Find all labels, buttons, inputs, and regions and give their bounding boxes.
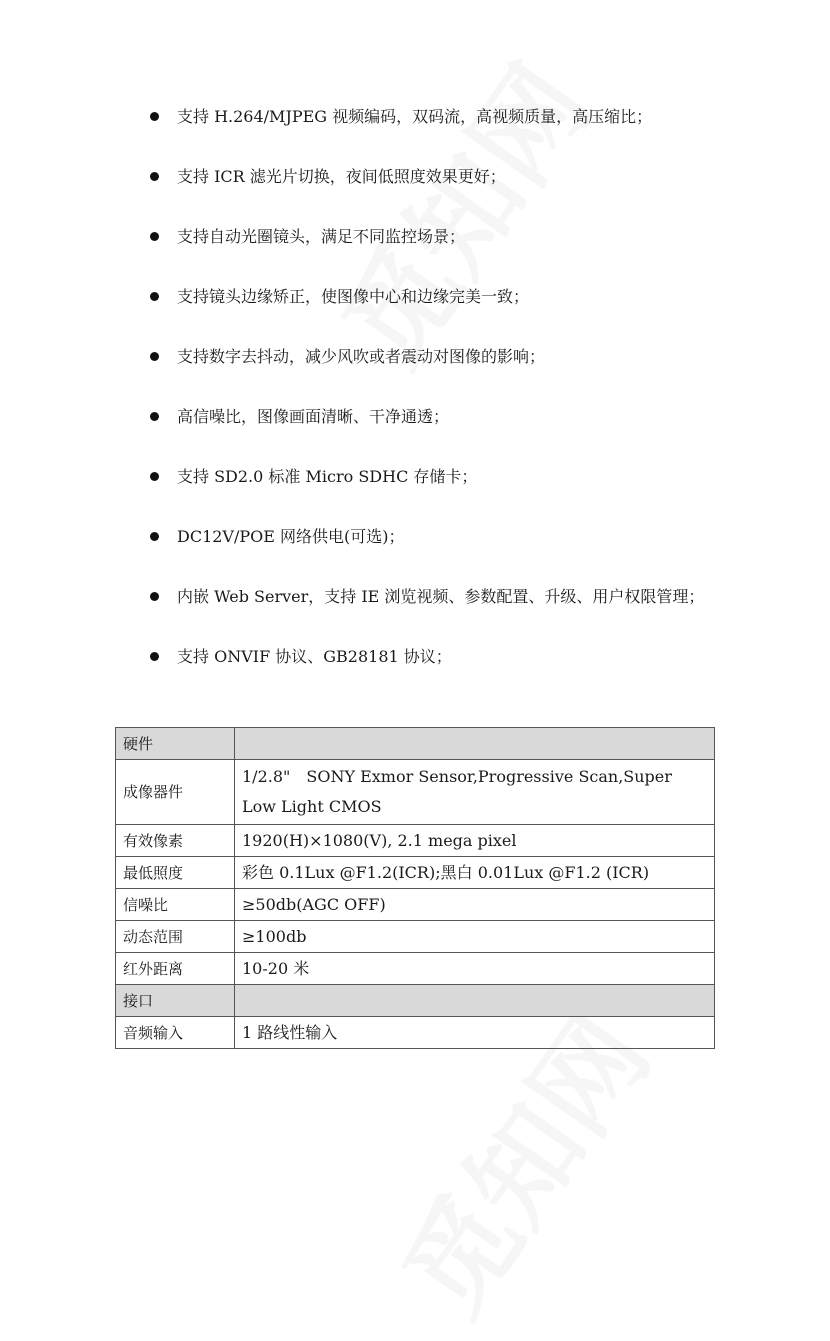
- spec-value: 1 路线性输入: [235, 1017, 715, 1049]
- bullet-icon: [150, 292, 159, 301]
- list-item: [150, 580, 790, 640]
- bullet-icon: [150, 592, 159, 601]
- spec-value: 1/2.8" SONY Exmor Sensor,Progressive Scan,Super Low Light CMOS: [235, 760, 715, 825]
- list-item: [150, 160, 790, 220]
- spec-label: 有效像素: [116, 825, 235, 857]
- feature-text: 支持镜头边缘矫正，使图像中心和边缘完美一致；: [177, 287, 530, 306]
- list-item: [150, 460, 790, 520]
- bullet-icon: [150, 352, 159, 361]
- bullet-icon: [150, 412, 159, 421]
- feature-text: 支持自动光圈镜头，满足不同监控场景；: [177, 227, 466, 246]
- bullet-icon: [150, 532, 159, 541]
- table-row: [116, 953, 715, 985]
- section-header-filler: [235, 985, 715, 1017]
- list-item: [150, 280, 790, 340]
- list-item: [150, 400, 790, 460]
- list-item: [150, 640, 790, 700]
- spec-label: 红外距离: [116, 953, 235, 985]
- list-item: [150, 100, 790, 160]
- list-item: [150, 220, 790, 280]
- feature-text: 支持数字去抖动，减少风吹或者震动对图像的影响；: [177, 347, 546, 366]
- spec-value: 彩色 0.1Lux @F1.2(ICR);黑白 0.01Lux @F1.2 (ICR): [235, 857, 715, 889]
- feature-text: 支持 ONVIF 协议、GB28181 协议；: [177, 647, 452, 666]
- table-row: [116, 760, 715, 825]
- list-item: [150, 520, 790, 580]
- spec-label: 成像器件: [116, 760, 235, 825]
- bullet-icon: [150, 232, 159, 241]
- spec-label: 信噪比: [116, 889, 235, 921]
- feature-list: [150, 100, 790, 700]
- feature-text: 高信噪比，图像画面清晰、干净通透；: [177, 407, 450, 426]
- bullet-icon: [150, 172, 159, 181]
- spec-label: 动态范围: [116, 921, 235, 953]
- spec-label: 最低照度: [116, 857, 235, 889]
- table-row: [116, 889, 715, 921]
- feature-text: 内嵌 Web Server，支持 IE 浏览视频、参数配置、升级、用户权限管理；: [177, 587, 705, 606]
- bullet-icon: [150, 112, 159, 121]
- table-row: [116, 825, 715, 857]
- spec-value: 10-20 米: [235, 953, 715, 985]
- feature-text: 支持 ICR 滤光片切换，夜间低照度效果更好；: [177, 167, 506, 186]
- feature-text: 支持 SD2.0 标准 Micro SDHC 存储卡；: [177, 467, 478, 486]
- list-item: [150, 340, 790, 400]
- section-header: 接口: [116, 985, 235, 1017]
- spec-label: 音频输入: [116, 1017, 235, 1049]
- table-row: [116, 1017, 715, 1049]
- table-row: [116, 921, 715, 953]
- section-header-filler: [235, 728, 715, 760]
- spec-value: 1920(H)×1080(V), 2.1 mega pixel: [235, 825, 715, 857]
- spec-value: ≥100db: [235, 921, 715, 953]
- table-section-interface: [116, 985, 715, 1017]
- spec-value: ≥50db(AGC OFF): [235, 889, 715, 921]
- table-row: [116, 857, 715, 889]
- table-section-hardware: [116, 728, 715, 760]
- bullet-icon: [150, 472, 159, 481]
- spec-table: [115, 727, 715, 1049]
- feature-text: DC12V/POE 网络供电(可选)；: [177, 527, 405, 546]
- feature-text: 支持 H.264/MJPEG 视频编码，双码流，高视频质量，高压缩比；: [177, 107, 653, 126]
- bullet-icon: [150, 652, 159, 661]
- section-header: 硬件: [116, 728, 235, 760]
